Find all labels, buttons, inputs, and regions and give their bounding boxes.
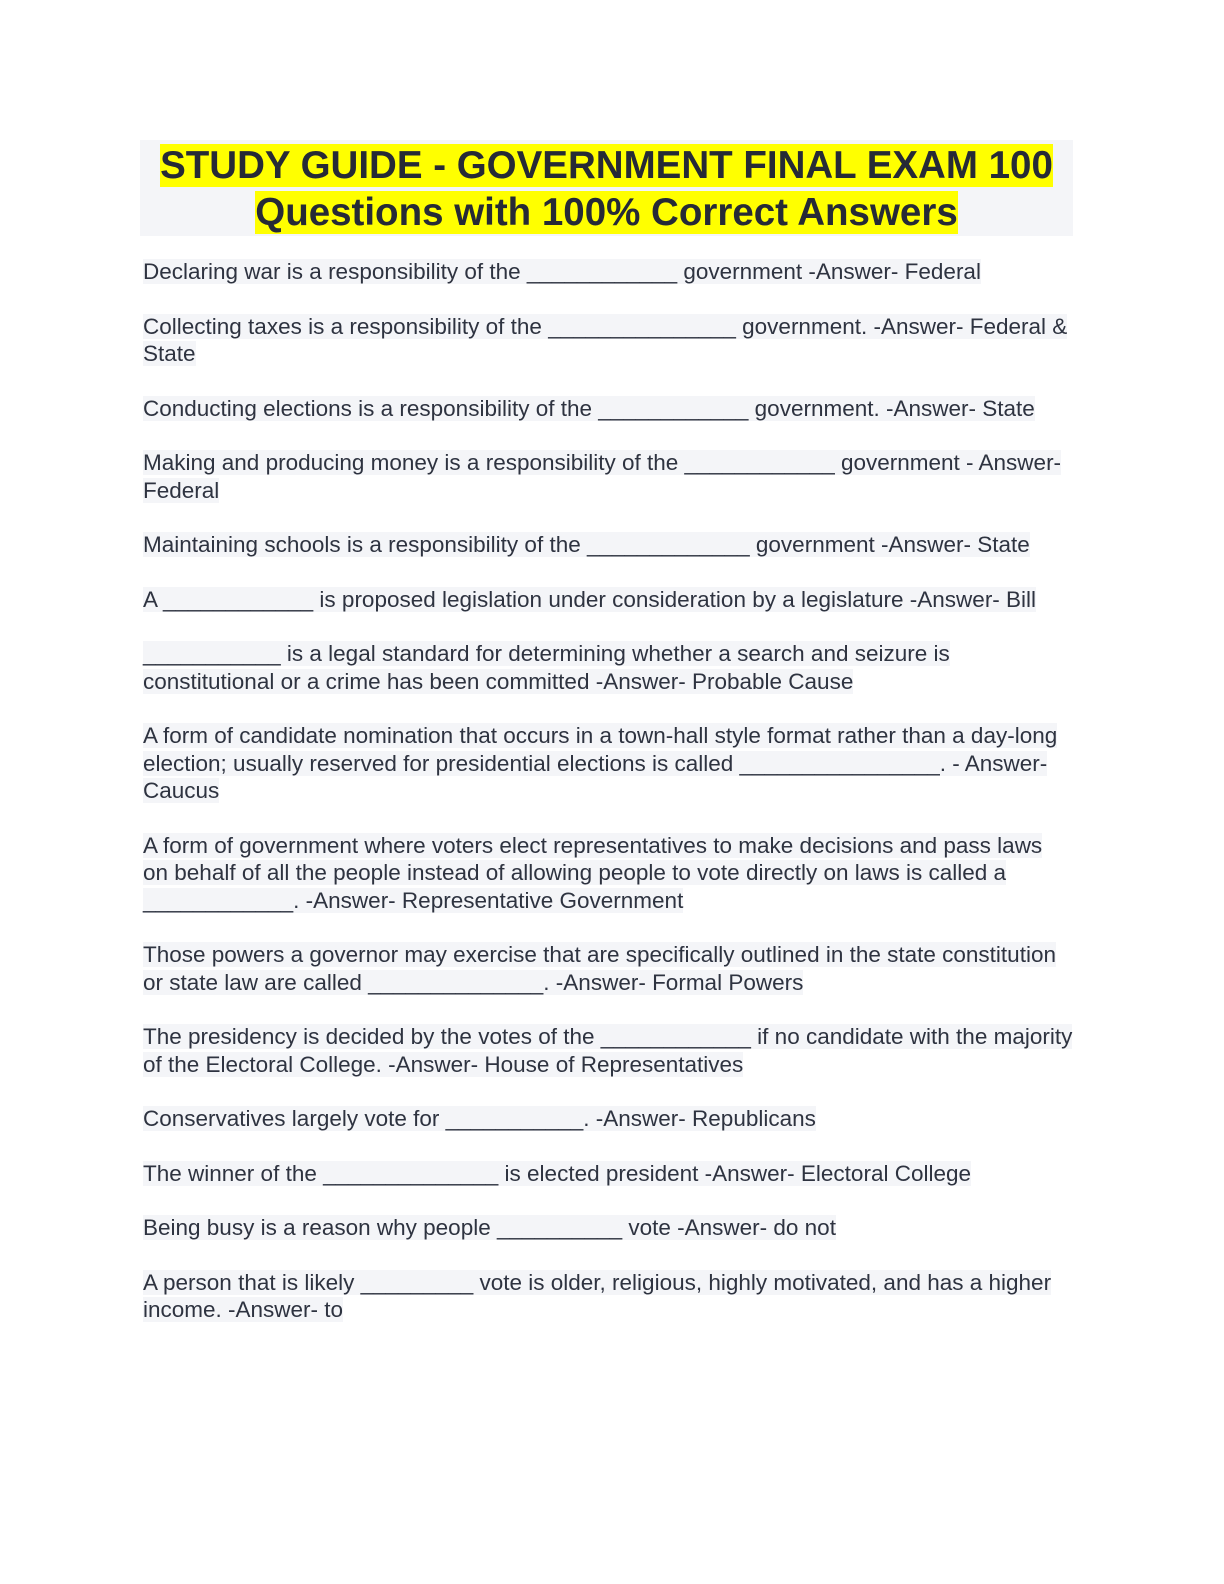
question-text: Making and producing money is a responsibility of the ____________ government - Answer- Federal [143,450,1062,503]
question-text: Conservatives largely vote for ___________. -Answer- Republicans [143,1106,816,1131]
question-text: A person that is likely _________ vote is older, religious, highly motivated, and has a higher income. -Answer- to [143,1269,1052,1322]
title-line-1: STUDY GUIDE - GOVERNMENT FINAL EXAM 100 [160,144,1053,187]
question-item [143,586,1073,614]
question-text: A form of government where voters elect representatives to make decisions and pass laws on behalf of all the people instead of allowing people to vote directly on laws is called a ____________. -Answer- Representative Government [143,832,1043,913]
question-text: The presidency is decided by the votes of the ____________ if no candidate with the majority of the Electoral College. -Answer- House of Representatives [143,1024,1073,1077]
question-text: Maintaining schools is a responsibility of the _____________ government -Answer- State [143,532,1030,557]
question-text: ___________ is a legal standard for determining whether a search and seizure is constitutional or a crime has been committed -Answer- Probable Cause [143,641,950,694]
title-line-2: Questions with 100% Correct Answers [255,191,958,234]
question-item [143,941,1073,996]
document-page [140,140,1073,1351]
question-item [143,258,1073,286]
question-item [143,1105,1073,1133]
question-text: Collecting taxes is a responsibility of the _______________ government. -Answer- Federal & State [143,313,1068,366]
question-item [143,1269,1073,1324]
question-item [143,395,1073,423]
question-text: Being busy is a reason why people __________ vote -Answer- do not [143,1215,836,1240]
question-text: Declaring war is a responsibility of the ____________ government -Answer- Federal [143,259,981,284]
question-item [143,1214,1073,1242]
question-item [143,640,1073,695]
question-item [143,1023,1073,1078]
question-list [140,258,1073,1324]
question-text: The winner of the ______________ is elected president -Answer- Electoral College [143,1160,972,1186]
question-text: Those powers a governor may exercise that are specifically outlined in the state constitution or state law are called ______________. -Answer- Formal Powers [143,942,1056,995]
question-text: A ____________ is proposed legislation under consideration by a legislature -Answer- Bill [143,586,1037,612]
question-item [143,722,1073,805]
question-item [143,313,1073,368]
question-item [143,832,1073,915]
question-item [143,449,1073,504]
question-text: Conducting elections is a responsibility of the ____________ government. -Answer- State [143,395,1035,421]
question-item [143,531,1073,559]
question-item [143,1160,1073,1188]
question-text: A form of candidate nomination that occurs in a town-hall style format rather than a day-long election; usually reserved for presidential elections is called ________________. - Answer- Caucus [143,723,1058,803]
document-title [140,140,1073,236]
